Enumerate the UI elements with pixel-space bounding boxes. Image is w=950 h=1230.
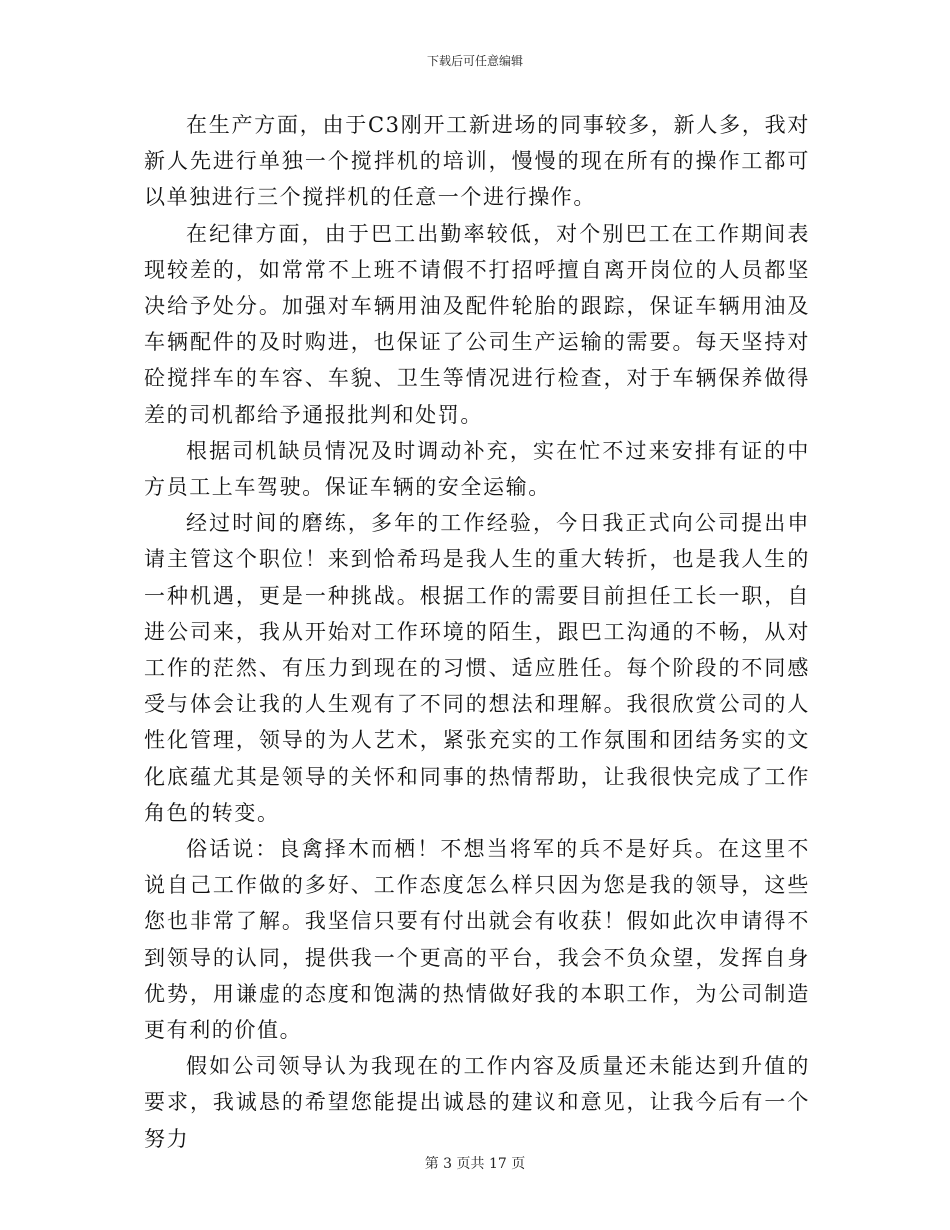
- body-text: [144, 107, 810, 1157]
- paragraph-application: 经过时间的磨练，多年的工作经验，今日我正式向公司提出申请主管这个职位！来到恰希玛是我人生的重大转折，也是我人生的一种机遇，更是一种挑战。根据工作的需要目前担任工长一职，自进公司来，我从开始对工作环境的陌生，跟巴工沟通的不畅，从对工作的茫然、有压力到现在的习惯、适应胜任。每个阶段的不同感受与体会让我的人生观有了不同的想法和理解。我很欣赏公司的人性化管理，领导的为人艺术，紧张充实的工作氛围和团结务实的文化底蕴尤其是领导的关怀和同事的热情帮助，让我很快完成了工作角色的转变。: [144, 511, 810, 825]
- paragraph-driver-staffing: 根据司机缺员情况及时调动补充，实在忙不过来安排有证的中方员工上车驾驶。保证车辆的安全运输。: [144, 438, 810, 500]
- page-number: 第 3 页共 17 页: [424, 1156, 526, 1172]
- header-note: 下载后可任意编辑: [426, 54, 523, 68]
- paragraph-closing: 假如公司领导认为我现在的工作内容及质量还未能达到升值的要求，我诚恳的希望您能提出诚恳的建议和意见，让我今后有一个努力: [144, 1054, 810, 1151]
- paragraph-discipline: 在纪律方面，由于巴工出勤率较低，对个别巴工在工作期间表现较差的，如常常不上班不请假不打招呼擅自离开岗位的人员都坚决给予处分。加强对车辆用油及配件轮胎的跟踪，保证车辆用油及车辆配件的及时购进，也保证了公司生产运输的需要。每天坚持对砼搅拌车的车容、车貌、卫生等情况进行检查，对于车辆保养做得差的司机都给予通报批判和处罚。: [144, 221, 810, 427]
- paragraph-production: 在生产方面，由于C3刚开工新进场的同事较多，新人多，我对新人先进行单独一个搅拌机的培训，慢慢的现在所有的操作工都可以单独进行三个搅拌机的任意一个进行操作。: [144, 113, 810, 210]
- paragraph-proverb: 俗话说：良禽择木而栖！不想当将军的兵不是好兵。在这里不说自己工作做的多好、工作态度怎么样只因为您是我的领导，这些您也非常了解。我坚信只要有付出就会有收获！假如此次申请得不到领导的认同，提供我一个更高的平台，我会不负众望，发挥自身优势，用谦虚的态度和饱满的热情做好我的本职工作，为公司制造更有利的价值。: [144, 837, 810, 1043]
